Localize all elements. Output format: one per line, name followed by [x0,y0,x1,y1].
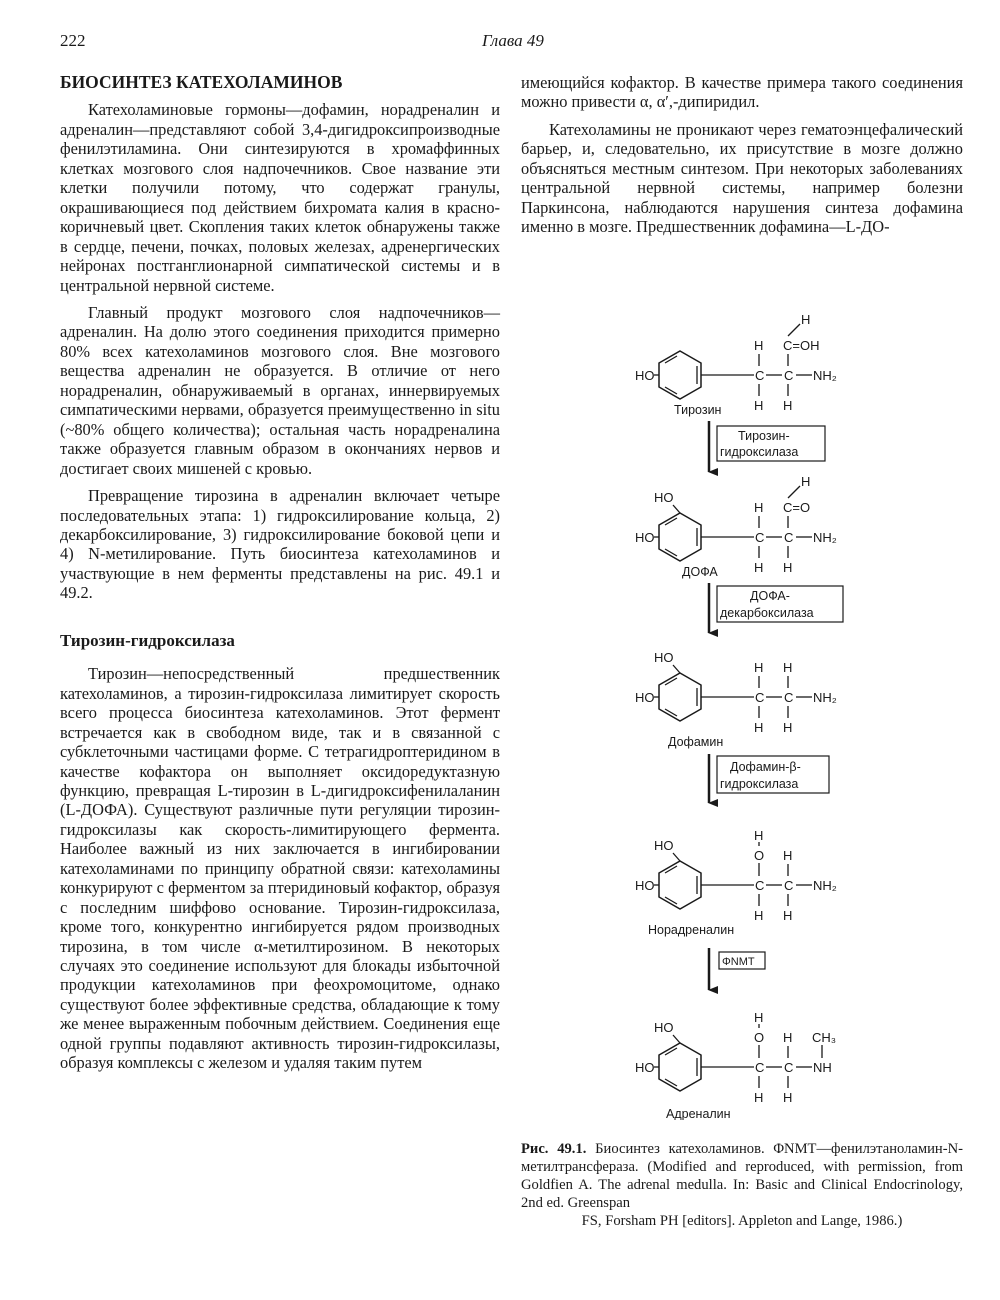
atom-label: HO [635,1060,655,1075]
atom-label: H [783,848,793,863]
enzyme-label: гидроксилаза [720,777,799,791]
atom-label: HO [635,368,655,383]
atom-label: H [754,1010,764,1025]
enzyme-label: Дофамин-β- [730,760,801,774]
enzyme-label: ΦNMT [722,956,755,968]
caption-body [521,1140,963,1212]
atom-label: H [754,560,764,575]
atom-label: C [784,368,794,383]
atom-label: NH [813,1060,832,1075]
tyrosine-structure [635,312,837,417]
atom-label: HO [654,490,674,505]
atom-label: HO [635,530,655,545]
atom-label: H [783,720,793,735]
atom-label: H [754,908,764,923]
section-title: БИОСИНТЕЗ КАТЕХОЛАМИНОВ [60,72,343,92]
paragraph: Катехоламиновые гормоны—дофамин, норадреналин и адреналин—представляют собой 3,4-дигидроксипроизводные фенилэтиламина. Они синтезируются в хромаффинных клетках мозгового слоя надпочечников. Свое название эти клетки получили потому, что содержат гранулы, окрашивающиеся под действием бихромата калия в красно-коричневый цвет. Скопления таких клеток обнаружены также в сердце, печени, почках, половых железах, адренергических нейронах постганглионарной симпатической системы и в центральной нервной системе. [60,100,500,295]
atom-label: H [783,560,793,575]
atom-label: H [783,908,793,923]
compound-label: ДОФА [682,565,718,579]
atom-label: C [755,1060,765,1075]
biosynthesis-scheme [600,300,900,1120]
compound-label: Норадреналин [648,923,735,937]
subsection-title: Тирозин-гидроксилаза [60,630,235,650]
atom-label: H [801,474,811,489]
enzyme-label: гидроксилаза [720,445,799,459]
compound-label: Тирозин [674,403,722,417]
atom-label: HO [654,650,674,665]
caption-text: Биосинтез катехоламинов. ΦNMT—фенилэтаноламин-N-метилтрансфераза. (Modified and reproduced, with permission, from Goldfien A. The adrenal medulla. In: Basic and Clinical Endocrinology, 2nd ed. Greenspan [521,1141,963,1211]
adrenaline-structure [635,1010,836,1120]
left-column [60,73,500,1073]
atom-label: H [754,660,764,675]
paragraph: имеющийся кофактор. В качестве примера такого соединения можно привести α, α′,-дипиридил. [521,73,963,112]
atom-label: O [754,1030,765,1045]
dopamine-structure [635,650,837,749]
atom-label: C [784,530,794,545]
atom-label: O [754,848,765,863]
scheme-svg [600,300,900,1120]
paragraph: Тирозин—непосредственный предшественник катехоламинов, а тирозин-гидроксилаза лимитирует скорость всего процесса биосинтеза катехоламинов. Этот фермент встречается как в свободном виде, так и в связанной с субклеточными частицами форме. С тетрагидроптеридином в качестве кофактора он выполняет оксидоредуктазную функцию, превращая L-тирозин в L-дигидроксифенилаланин (L-ДОФА). Существуют различные пути регуляции тирозин-гидроксилазы как скорость-лимитирующего фермента. Наиболее важный из них заключается в ингибировании катехоламинами по принципу обратной связи: катехоламины конкурируют с ферментом за птеридиновый кофактор, образуя с последним шиффово основание. Тирозин-гидроксилаза, кроме того, конкурентно ингибируется рядом производных тирозина, в том числе α-метилтирозином. В некоторых случаях это соединение используют для блокады избыточной продукции катехоламинов при феохромоцитоме, однако существуют более эффективные средства, обладающие к тому же менее выраженным побочным действием. Соединения еще одной группы подавляют активность тирозин-гидроксилазы, образуя комплексы с железом и удаляя таким путем [60,664,500,1073]
atom-label: H [754,398,764,413]
chapter-header: Глава 49 [482,31,544,50]
atom-label: HO [635,690,655,705]
atom-label: H [783,398,793,413]
paragraph: Превращение тирозина в адреналин включает четыре последовательных этапа: 1) гидроксилирование кольца, 2) декарбоксилирование, 3) гидроксилирование боковой цепи и 4) N-метилирование. Путь биосинтеза катехоламинов и участвующие в нем ферменты представлены на рис. 49.1 и 49.2. [60,486,500,603]
atom-label: H [754,1090,764,1105]
caption-label: Рис. 49.1. [521,1141,587,1157]
atom-label: H [754,338,764,353]
atom-label: NH₂ [813,530,837,545]
dopa-structure [635,474,837,579]
atom-label: C [784,1060,794,1075]
atom-label: C=O [783,500,811,515]
noradrenaline-structure [635,828,837,937]
atom-label: NH₂ [813,690,837,705]
atom-label: C [755,368,765,383]
atom-label: C=OH [783,338,820,353]
atom-label: NH₂ [813,368,837,383]
atom-label: H [801,312,811,327]
atom-label: HO [654,1020,674,1035]
atom-label: H [754,500,764,515]
atom-label: HO [635,878,655,893]
paragraph: Главный продукт мозгового слоя надпочечников—адреналин. На долю этого соединения приходится примерно 80% всех катехоламинов мозгового слоя. Вне мозгового вещества адреналин не образуется. В отличие от него норадреналин, обнаруживаемый в органах, иннервируемых симпатическими нервами, образуется преимущественно in situ (~80% общего количества); остальная часть норадреналина также образуется главным образом в окончаниях нервов и достигает своих мишеней с кровью. [60,302,500,478]
atom-label: NH₂ [813,878,837,893]
paragraph: Катехоламины не проникают через гематоэнцефалический барьер, и, следовательно, их присутствие в мозге должно объясняться местным синтезом. При некоторых заболеваниях центральной нервной системы, например болезни Паркинсона, наблюдаются нарушения синтеза дофамина именно в мозге. Предшественник дофамина—L-ДО- [521,119,963,237]
atom-label: H [783,1030,793,1045]
figure-caption [521,1140,963,1230]
page-number: 222 [60,31,86,50]
caption-last-line: FS, Forsham PH [editors]. Appleton and Lange, 1986.) [581,1213,903,1229]
atom-label: H [754,828,764,843]
compound-label: Дофамин [668,735,724,749]
enzyme-label: ДОФА- [750,589,790,603]
atom-label: H [783,1090,793,1105]
atom-label: C [755,690,765,705]
compound-label: Адреналин [666,1107,731,1120]
right-column [521,73,963,237]
atom-label: C [784,878,794,893]
atom-label: H [754,720,764,735]
atom-label: C [784,690,794,705]
atom-label: CH₃ [812,1030,837,1045]
atom-label: C [755,878,765,893]
atom-label: HO [654,838,674,853]
atom-label: C [755,530,765,545]
enzyme-label: декарбоксилаза [720,606,814,620]
enzyme-label: Тирозин- [738,429,790,443]
atom-label: H [783,660,793,675]
